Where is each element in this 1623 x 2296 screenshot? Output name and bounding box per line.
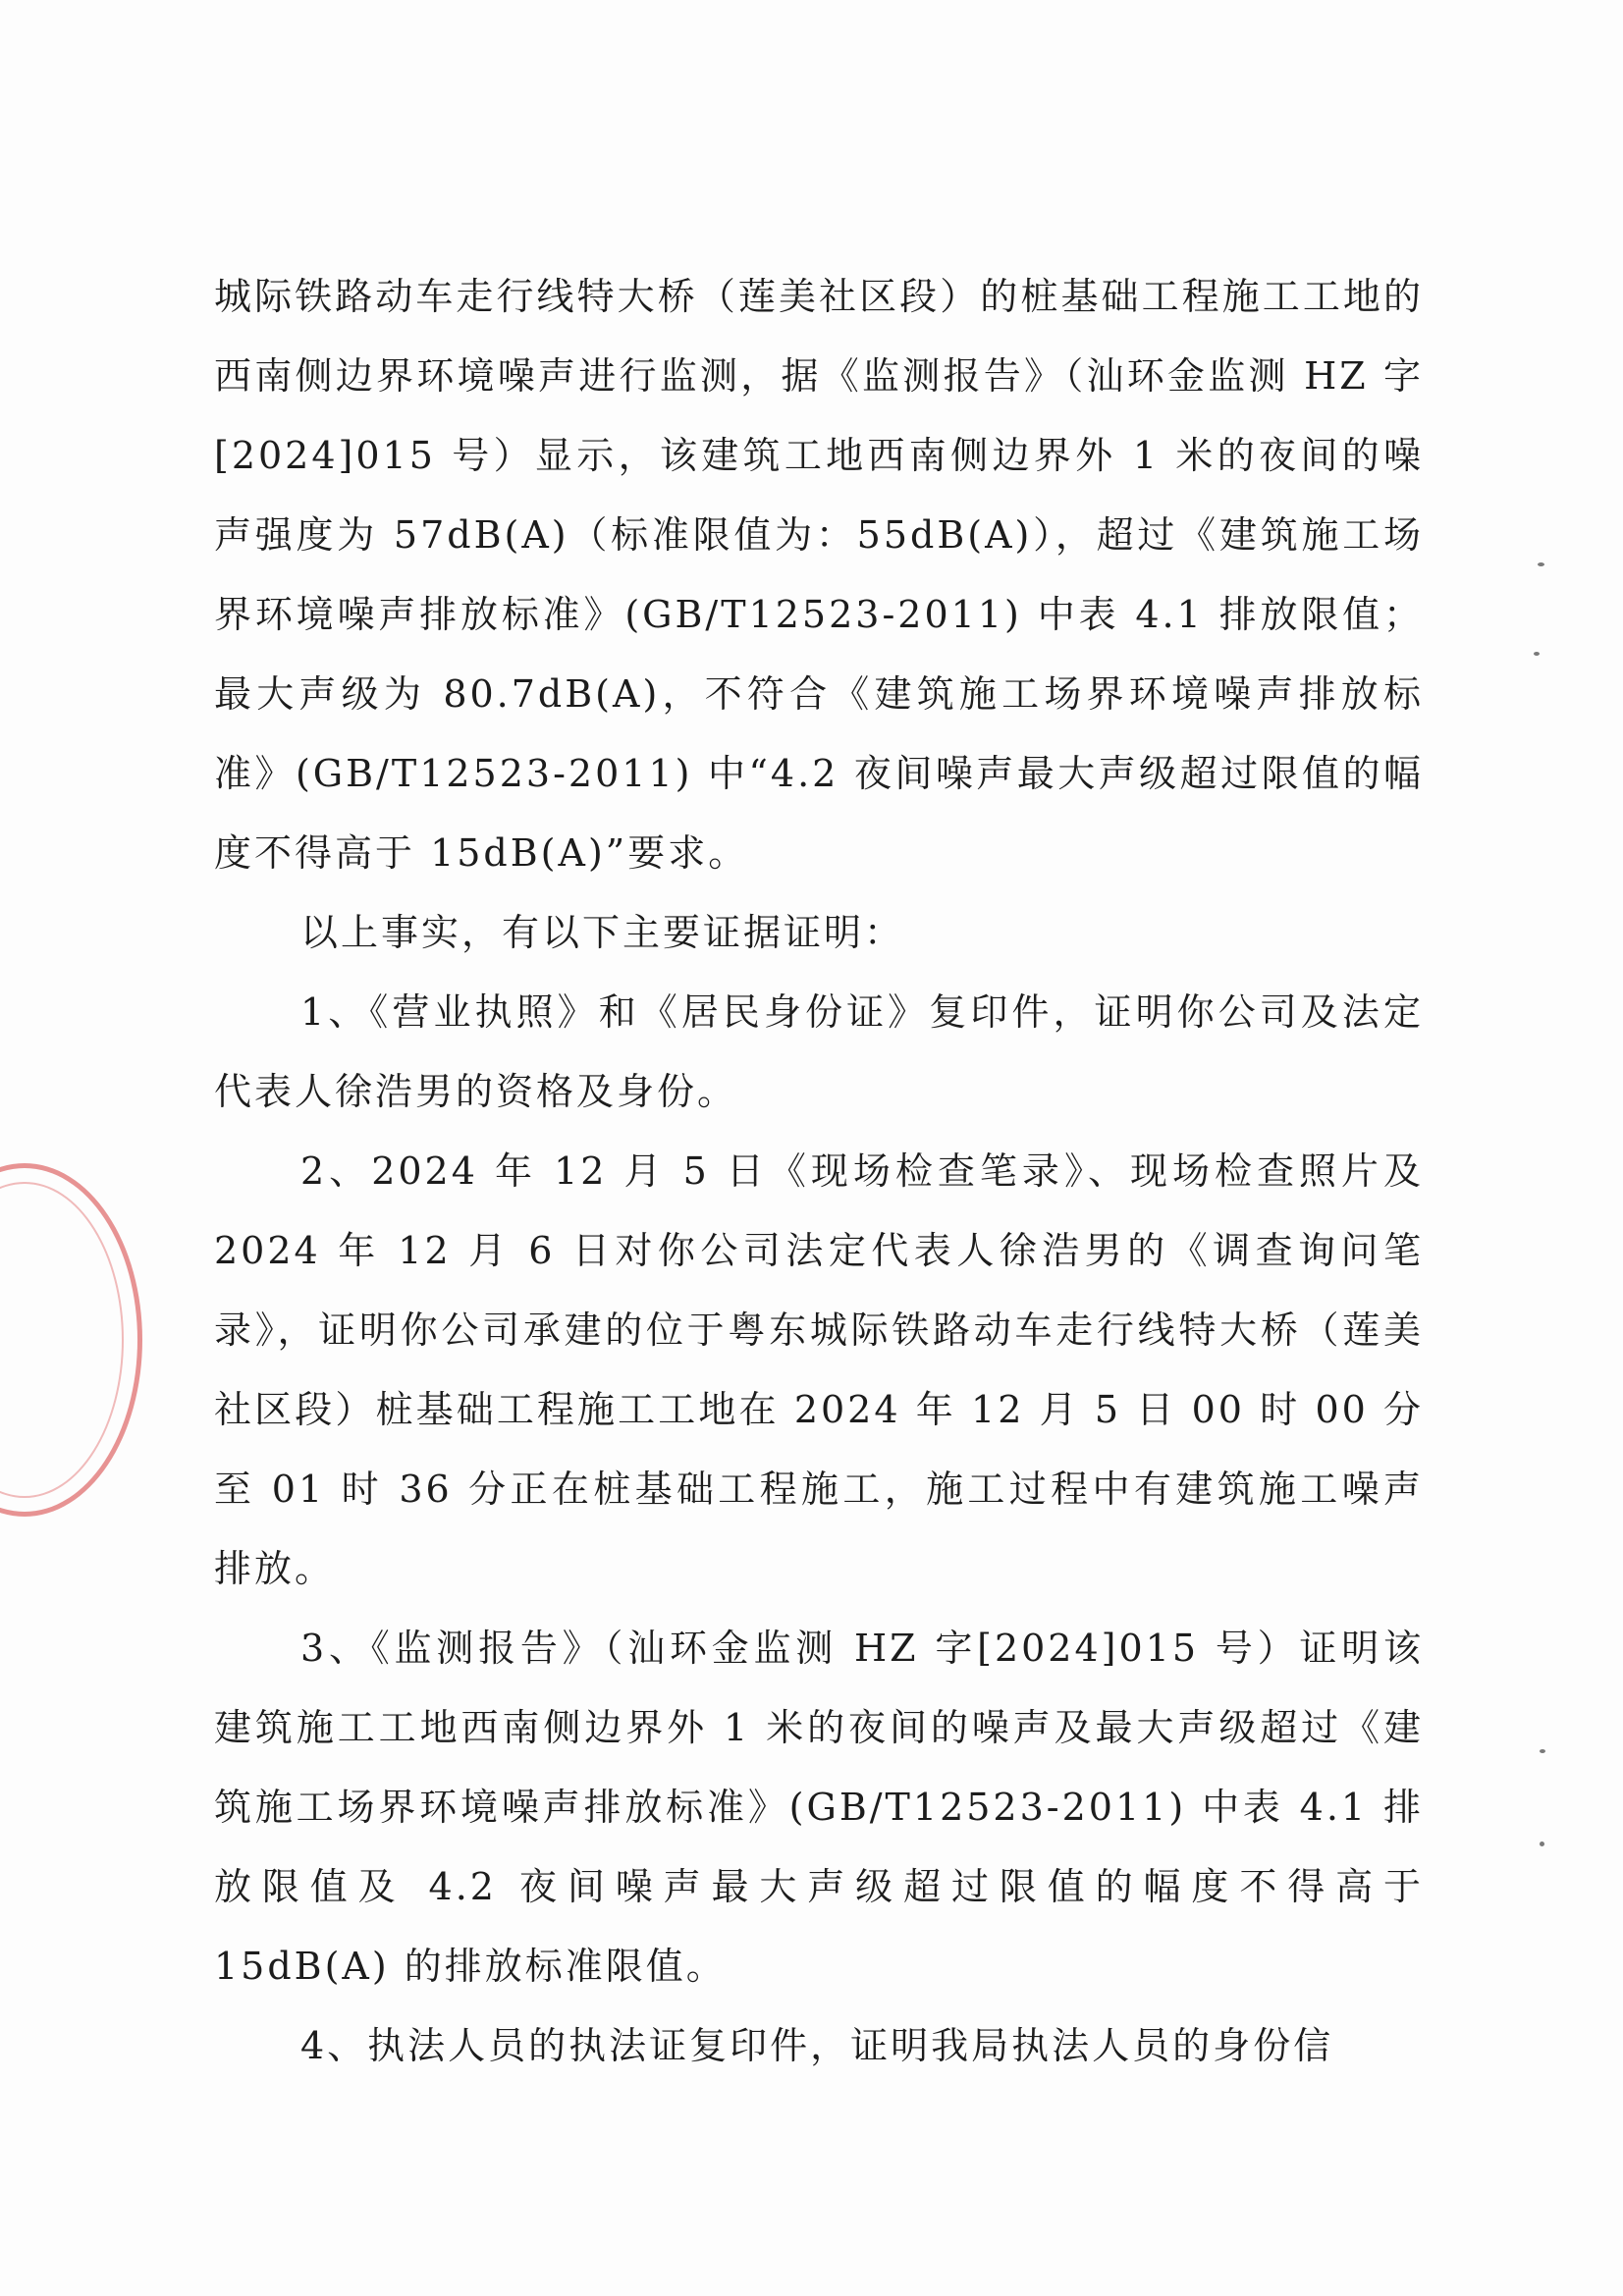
paragraph-evidence-1: 1、《营业执照》和《居民身份证》复印件，证明你公司及法定代表人徐浩男的资格及身份。: [214, 990, 1424, 1113]
paragraph-evidence-3: 3、《监测报告》（汕环金监测 HZ 字[2024]015 号）证明该建筑施工工地西南侧边界外 1 米的夜间的噪声及最大声级超过《建筑施工场界环境噪声排放标准》(GB/T12523-2011) 中表 4.1 排放限值及 4.2 夜间噪声最大声级超过限值的幅度不得高于 15dB(A) 的排放标准限值。: [214, 1627, 1424, 1988]
paragraph-noise-monitoring: 城际铁路动车走行线特大桥（莲美社区段）的桩基础工程施工工地的西南侧边界环境噪声进行监测，据《监测报告》（汕环金监测 HZ 字[2024]015 号）显示，该建筑工地西南侧边界外 1 米的夜间的噪声强度为 57dB(A)（标准限值为：55dB(A)），超过《建筑施工场界环境噪声排放标准》(GB/T12523-2011) 中表 4.1 排放限值；最大声级为 80.7dB(A)，不符合《建筑施工场界环境噪声排放标准》(GB/T12523-2011) 中“4.2 夜间噪声最大声级超过限值的幅度不得高于 15dB(A)”要求。: [214, 275, 1424, 875]
official-seal: [0, 1163, 142, 1517]
seal-inner-ring: [0, 1182, 124, 1498]
scan-speck: [1538, 562, 1544, 566]
scan-speck: [1540, 1842, 1544, 1846]
paragraph-evidence-4: 4、执法人员的执法证复印件，证明我局执法人员的身份信: [300, 2024, 1334, 2067]
scan-speck: [1534, 652, 1540, 656]
paragraph-evidence-2: 2、2024 年 12 月 5 日《现场检查笔录》、现场检查照片及 2024 年 12 月 6 日对你公司法定代表人徐浩男的《调查询问笔录》，证明你公司承建的位于粤东城际铁路动车走行线特大桥（莲美社区段）桩基础工程施工工地在 2024 年 12 月 5 日 00 时 00 分至 01 时 36 分正在桩基础工程施工，施工过程中有建筑施工噪声排放。: [214, 1149, 1424, 1590]
paragraph-evidence-intro: 以上事实，有以下主要证据证明：: [300, 911, 905, 954]
scan-speck: [1540, 1749, 1545, 1753]
body-text: [214, 257, 1424, 2086]
